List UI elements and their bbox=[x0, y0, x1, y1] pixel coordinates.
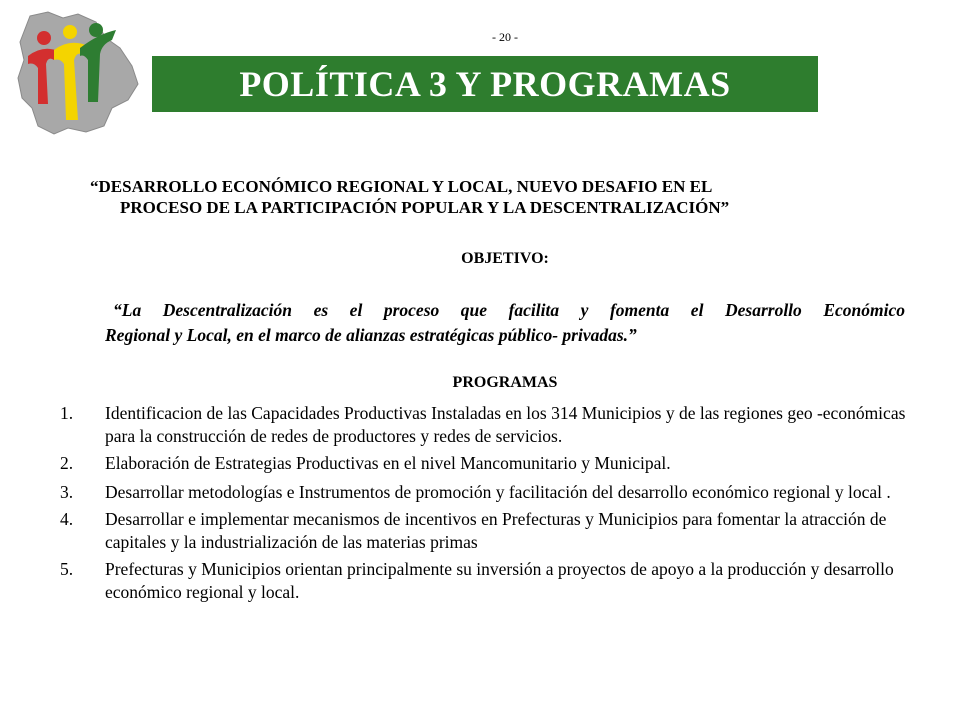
objective-line-1: “La Descentralización es el proceso que facilita y fomenta el Desarrollo Económico bbox=[113, 300, 905, 320]
objective-text bbox=[105, 298, 905, 348]
program-text: Identificacion de las Capacidades Productivas Instaladas en los 314 Municipios y de las regiones geo -económicas para la construcción de redes de productores y redes de servicios. bbox=[105, 403, 906, 446]
program-text: Prefecturas y Municipios orientan principalmente su inversión a proyectos de apoyo a la producción y desarrollo económico regional y local. bbox=[105, 559, 894, 602]
program-number: 4. bbox=[60, 509, 74, 529]
title-banner bbox=[152, 56, 818, 112]
program-item-4 bbox=[60, 508, 910, 554]
program-item-1 bbox=[60, 402, 910, 448]
program-text: Desarrollar e implementar mecanismos de incentivos en Prefecturas y Municipios para fomentar la atracción de capitales y la industrialización de las materias primas bbox=[105, 509, 887, 552]
subtitle bbox=[90, 176, 890, 218]
program-number: 5. bbox=[60, 559, 74, 579]
program-list bbox=[60, 402, 910, 608]
program-item-3 bbox=[60, 481, 910, 504]
program-text: Elaboración de Estrategias Productivas en el nivel Mancomunitario y Municipal. bbox=[105, 453, 671, 473]
program-item-2 bbox=[60, 452, 910, 475]
subtitle-line-1: “DESARROLLO ECONÓMICO REGIONAL Y LOCAL, NUEVO DESAFIO EN EL bbox=[90, 177, 713, 196]
page-number: - 20 - bbox=[492, 30, 518, 44]
subtitle-line-2: PROCESO DE LA PARTICIPACIÓN POPULAR Y LA DESCENTRALIZACIÓN” bbox=[120, 198, 730, 217]
program-number: 1. bbox=[60, 403, 74, 423]
program-number: 3. bbox=[60, 482, 74, 502]
program-text: Desarrollar metodologías e Instrumentos de promoción y facilitación del desarrollo económico regional y local . bbox=[105, 482, 891, 502]
program-item-5 bbox=[60, 558, 910, 604]
objective-line-2: Regional y Local, en el marco de alianzas estratégicas público- privadas.” bbox=[105, 325, 637, 345]
programs-heading: PROGRAMAS bbox=[452, 374, 558, 391]
page-title: POLÍTICA 3 Y PROGRAMAS bbox=[239, 64, 731, 104]
objective-heading: OBJETIVO: bbox=[461, 250, 549, 267]
bolivia-map-people-logo bbox=[8, 8, 148, 138]
program-number: 2. bbox=[60, 453, 74, 473]
